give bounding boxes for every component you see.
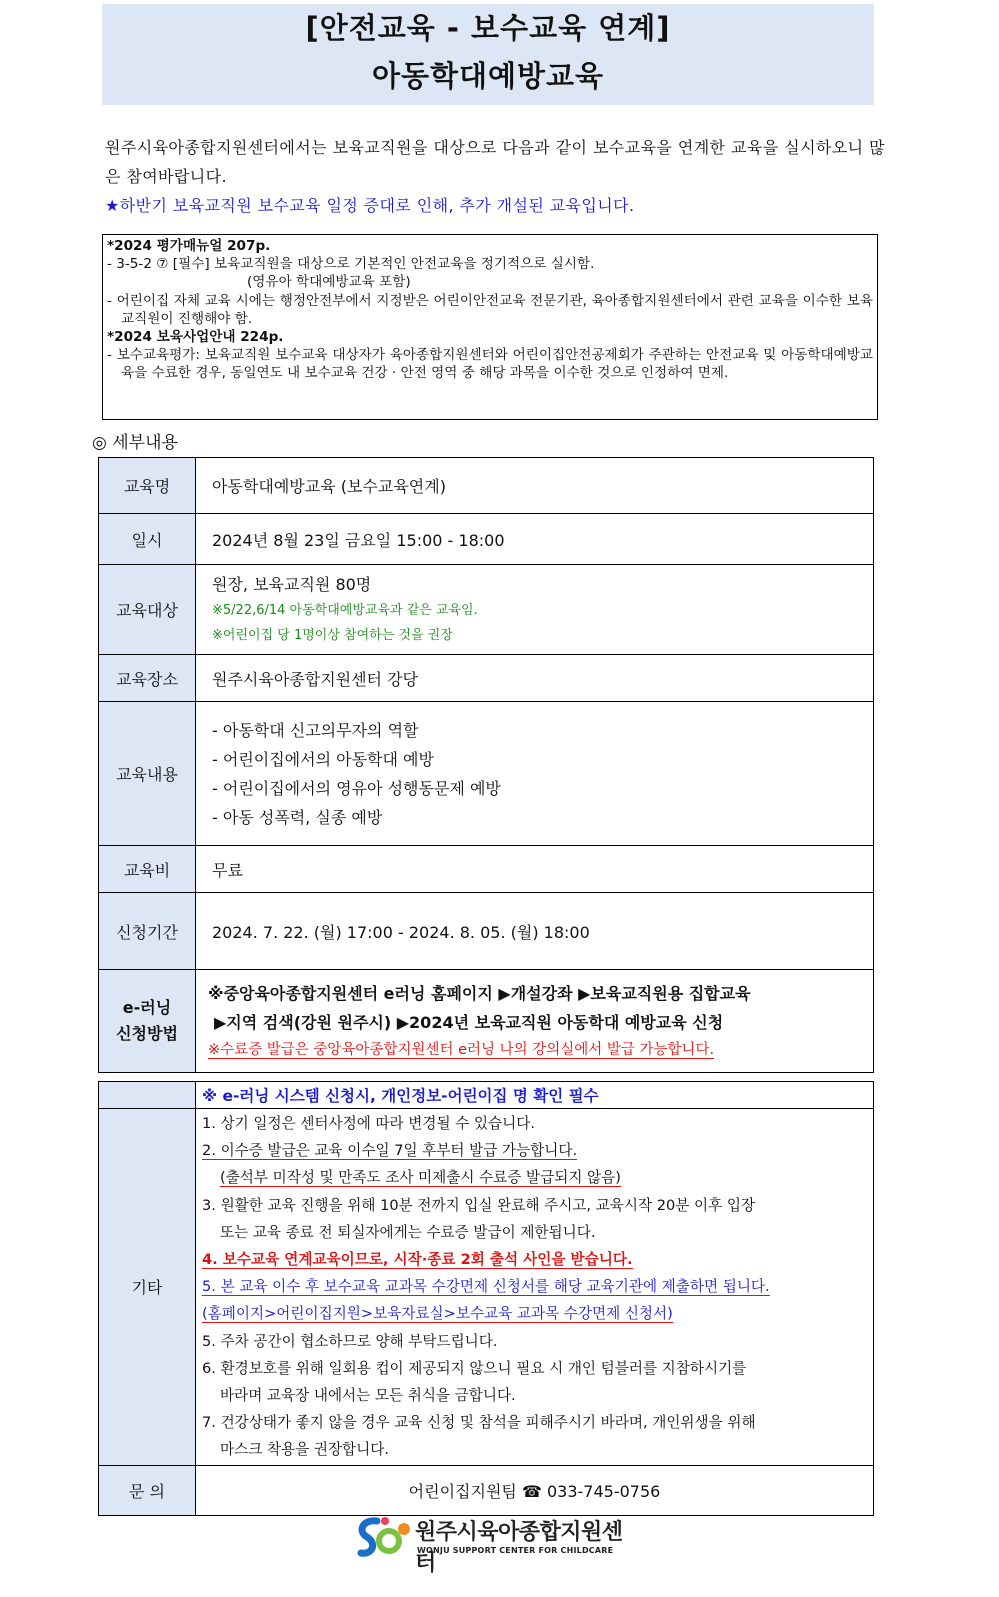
content-item: - 어린이집에서의 영유아 성행동문제 예방: [212, 778, 501, 798]
etc-item-4-wrap: [202, 1246, 865, 1273]
etc-item-3: 3. 원활한 교육 진행을 위해 10분 전까지 입실 완료해 주시고, 교육시작 20분 이후 입장: [202, 1196, 756, 1214]
etc-item-2: 2. 이수증 발급은 교육 이수일 7일 후부터 발급 가능합니다.: [202, 1142, 578, 1160]
details-table: [98, 457, 874, 1073]
label-period: 신청기간: [99, 893, 196, 970]
etc-item-6: 5. 주차 공간이 협소하므로 양해 부탁드립니다.: [202, 1332, 498, 1350]
label-name: 교육명: [99, 458, 196, 514]
row-name: [99, 458, 874, 514]
elearning-path-2: ▶지역 검색(강원 원주시) ▶2024년 보육교직원 아동학대 예방교육 신청: [214, 1012, 724, 1032]
content-item: - 아동 성폭력, 실종 예방: [212, 807, 383, 827]
content-item: - 어린이집에서의 아동학대 예방: [212, 749, 434, 769]
etc-item-4: 4. 보수교육 연계교육이므로, 시작·종료 2회 출석 사인을 받습니다.: [202, 1251, 633, 1269]
row-target: [99, 565, 874, 655]
row-contact: [99, 1465, 874, 1515]
center-logo-icon: [355, 1513, 413, 1563]
row-period: [99, 893, 874, 970]
note-heading-2: *2024 보육사업안내 224p.: [107, 329, 284, 346]
etc-item-8: 7. 건강상태가 좋지 않을 경우 교육 신청 및 참석을 피해주시기 바라며, 개인위생을 위해: [202, 1414, 756, 1432]
section-title: ◎ 세부내용: [92, 433, 178, 453]
value-name: 아동학대예방교육 (보수교육연계): [196, 458, 874, 514]
etc-table: [98, 1081, 874, 1516]
intro-notice: ★하반기 보육교직원 보수교육 일정 증대로 인해, 추가 개설된 교육입니다.: [105, 196, 635, 215]
note-line-1b: (영유아 학대예방교육 포함): [247, 274, 411, 291]
value-period: 2024. 7. 22. (월) 17:00 - 2024. 8. 05. (월) 18:00: [196, 893, 874, 970]
row-elearning: [99, 970, 874, 1073]
label-place: 교육장소: [99, 655, 196, 702]
note-line-1: - 3-5-2 ⑦ [필수] 보육교직원을 대상으로 기본적인 안전교육을 정기적으로 실시함.: [107, 256, 595, 273]
elearning-note: ※수료증 발급은 중앙육아종합지원센터 e러닝 나의 강의실에서 발급 가능합니다.: [208, 1041, 715, 1058]
etc-item-2b: (출석부 미작성 및 만족도 조사 미제출시 수료증 발급되지 않음): [220, 1169, 621, 1187]
target-note-2: ※어린이집 당 1명이상 참여하는 것을 권장: [212, 627, 453, 643]
target-text: 원장, 보육교직원 80명: [212, 574, 372, 594]
etc-item-5-wrap: [202, 1273, 865, 1300]
etc-item-5: 5. 본 교육 이수 후 보수교육 교과목 수강면제 신청서를 해당 교육기관에 제출하면 됩니다.: [202, 1278, 770, 1296]
etc-item-1: 1. 상기 일정은 센터사정에 따라 변경될 수 있습니다.: [202, 1115, 535, 1132]
value-target: [196, 565, 874, 655]
elearning-path-1: ※중앙육아종합지원센터 e러닝 홈페이지 ▶개설강좌 ▶보육교직원용 집합교육: [208, 983, 751, 1003]
label-elearning: [99, 970, 196, 1073]
value-content: [196, 702, 874, 846]
etc-head: ※ e-러닝 시스템 신청시, 개인정보-어린이집 명 확인 필수: [196, 1082, 874, 1109]
etc-item-2-wrap: [202, 1137, 865, 1164]
intro-text: 원주시육아종합지원센터에서는 보육교직원을 대상으로 다음과 같이 보수교육을 연계한 교육을 실시하오니 많은 참여바랍니다.: [105, 138, 885, 186]
etc-item-7b: 바라며 교육장 내에서는 모든 취식을 금합니다.: [220, 1387, 516, 1405]
row-etc: [99, 1109, 874, 1466]
etc-item-7: 6. 환경보호를 위해 일회용 컵이 제공되지 않으니 필요 시 개인 텀블러를 지참하시기를: [202, 1359, 747, 1377]
etc-item-8b: 마스크 착용을 권장합니다.: [220, 1441, 389, 1459]
label-target: 교육대상: [99, 565, 196, 655]
title-line-2: 아동학대예방교육: [371, 59, 605, 93]
label-contact: 문 의: [99, 1465, 196, 1515]
label-elearning-2: 신청방법: [116, 1024, 178, 1043]
label-content: 교육내용: [99, 702, 196, 846]
content-item: - 아동학대 신고의무자의 역할: [212, 720, 419, 740]
row-place: [99, 655, 874, 702]
row-content: [99, 702, 874, 846]
label-etc: 기타: [99, 1109, 196, 1466]
value-contact: 어린이집지원팀 ☎ 033-745-0756: [196, 1465, 874, 1515]
footer-logo: [355, 1513, 625, 1576]
etc-item-3b: 또는 교육 종료 전 퇴실자에게는 수료증 발급이 제한됩니다.: [220, 1223, 596, 1241]
label-etc-head-blank: [99, 1082, 196, 1109]
label-fee: 교육비: [99, 846, 196, 893]
note-line-2: - 어린이집 자체 교육 시에는 행정안전부에서 지정받은 어린이안전교육 전문기관, 육아종합지원센터에서 관련 교육을 이수한 보육교직원이 진행해야 함.: [107, 292, 873, 327]
value-date: 2024년 8월 23일 금요일 15:00 - 18:00: [196, 514, 874, 565]
footer-org-name: 원주시육아종합지원센터: [415, 1520, 623, 1576]
value-elearning: [196, 970, 874, 1073]
row-etc-head: [99, 1082, 874, 1109]
etc-item-5b-wrap: [202, 1300, 865, 1327]
etc-item-5b: (홈페이지>어린이집지원>보육자료실>보수교육 교과목 수강면제 신청서): [202, 1305, 673, 1323]
note-line-3: - 보수교육평가: 보육교직원 보수교육 대상자가 육아종합지원센터와 어린이집안전공제회가 주관하는 안전교육 및 아동학대예방교육을 수료한 경우, 동일연도 내 보수교육 건강 · 안전 영역 중 해당 과목을 이수한 것으로 인정하여 면제.: [107, 347, 873, 382]
target-note-1: ※5/22,6/14 아동학대예방교육과 같은 교육임.: [212, 602, 478, 618]
elearning-note-wrap: [208, 1037, 872, 1064]
footer-org-english: WONJU SUPPORT CENTER FOR CHILDCARE: [417, 1546, 614, 1555]
row-date: [99, 514, 874, 565]
title-banner: [102, 4, 874, 105]
etc-list: [196, 1109, 874, 1466]
label-elearning-1: e-러닝: [122, 998, 172, 1017]
title-line-1: [안전교육 - 보수교육 연계]: [305, 11, 671, 45]
reference-notes: [102, 234, 878, 420]
label-date: 일시: [99, 514, 196, 565]
value-place: 원주시육아종합지원센터 강당: [196, 655, 874, 702]
value-fee: 무료: [196, 846, 874, 893]
row-fee: [99, 846, 874, 893]
note-heading-1: *2024 평가매뉴얼 207p.: [107, 238, 271, 254]
intro: [105, 133, 885, 220]
etc-item-2b-wrap: [202, 1164, 865, 1191]
